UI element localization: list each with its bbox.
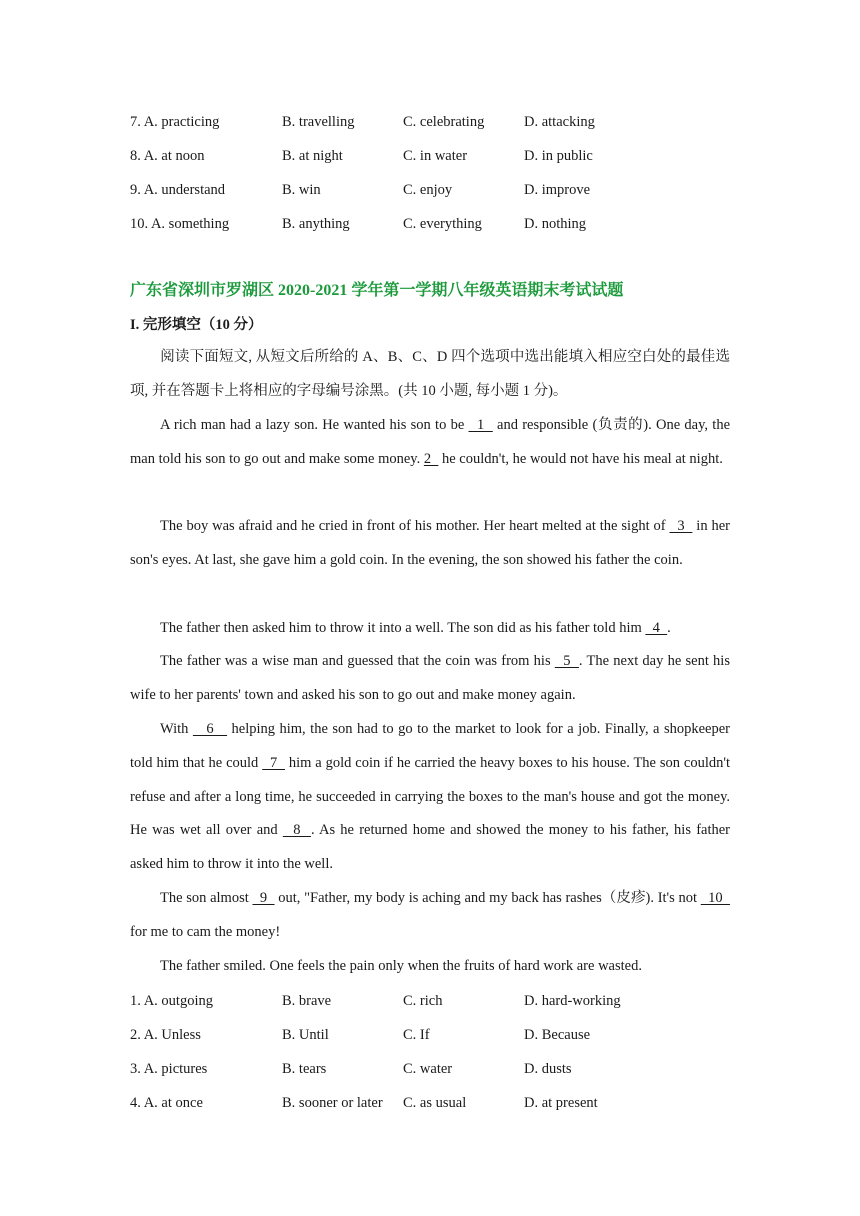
option-row-7 [130,105,730,139]
option-c: C. rich [403,993,443,1009]
blank-3: 3 [669,518,693,534]
blank-7: 7 [262,754,285,771]
option-d: D. Because [524,1027,591,1043]
instructions [130,341,730,409]
option-b: B. sooner or later [282,1095,383,1111]
option-c: C. enjoy [403,182,453,198]
option-row-2 [130,1018,730,1052]
option-row-1 [130,984,730,1018]
instructions-text: 阅读下面短文, 从短文后所给的 A、B、C、D 四个选项中选出能填入相应空白处的最佳选项, 并在答题卡上将相应的字母编号涂黑。(共 10 小题, 每小题 1 分)。 [130,349,730,399]
blank-4: 4 [645,620,668,636]
blank-9: 9 [252,890,275,906]
option-row-4 [130,1086,730,1120]
passage-paragraph-4: The father was a wise man and guessed that the coin was from his 5 . The next day he sent his wife to her parents' town and asked his son to go out and make money again. [130,653,730,703]
option-row-9 [130,173,730,207]
passage-paragraph-2: The boy was afraid and he cried in front of his mother. Her heart melted at the sight of 3 in her son's eyes. At last, she gave him a gold coin. In the evening, the son showed his father the coin. [130,518,731,568]
blank-10: 10 [700,890,730,906]
option-b: B. brave [282,993,332,1009]
option-c: C. celebrating [403,114,485,130]
passage-paragraph-7: The father smiled. One feels the pain only when the fruits of hard work are wasted. [160,958,642,974]
passage-paragraph-3: The father then asked him to throw it into a well. The son did as his father told him 4 . [160,620,671,636]
option-c: C. water [403,1061,453,1077]
option-c: C. everything [403,216,482,232]
option-row-10 [130,207,730,241]
option-d: D. at present [524,1095,598,1111]
option-row-3 [130,1052,730,1086]
option-d: D. attacking [524,114,595,130]
blank-1: 1 [468,417,493,433]
option-b: B. tears [282,1061,327,1077]
option-d: D. dusts [524,1061,572,1077]
option-a: 10. A. something [130,216,230,232]
option-c: C. If [403,1027,430,1043]
option-a: 3. A. pictures [130,1061,208,1077]
passage-paragraph-6: The son almost 9 out, "Father, my body is aching and my back has rashes（皮疹). It's not 10 for me to cam the money! [130,890,730,940]
option-b: B. win [282,182,321,198]
option-b: B. at night [282,148,343,164]
blank-5: 5 [554,653,579,669]
option-c: C. as usual [403,1095,467,1111]
passage-paragraph-5: With 6 helping him, the son had to go to the market to look for a job. Finally, a shopkeeper told him that he could 7 him a gold coin if he carried the heavy boxes to his house. The son couldn't refuse and after a long time, he succeeded in carrying the boxes to the man's house and got the money. He was wet all over and 8 . As he returned home and showed the money to his father, his father asked him to throw it into the well. [130,721,731,873]
blank-8: 8 [282,822,311,839]
option-b: B. anything [282,216,350,232]
section-heading: I. 完形填空（10 分） [130,317,263,333]
option-a: 8. A. at noon [130,148,205,164]
option-d: D. in public [524,148,593,164]
option-d: D. hard-working [524,993,621,1009]
option-a: 7. A. practicing [130,114,220,130]
option-a: 2. A. Unless [130,1027,201,1043]
option-c: C. in water [403,148,468,164]
option-row-8 [130,139,730,173]
option-b: B. Until [282,1027,329,1043]
blank-6: 6 [192,721,228,737]
option-b: B. travelling [282,114,355,130]
option-a: 9. A. understand [130,182,226,198]
option-d: D. improve [524,182,591,198]
option-a: 1. A. outgoing [130,993,213,1009]
exam-title: 广东省深圳市罗湖区 2020-2021 学年第一学期八年级英语期末考试试题 [130,282,624,299]
option-a: 4. A. at once [130,1095,203,1111]
blank-2: 2 [423,450,439,467]
option-d: D. nothing [524,216,587,232]
passage-paragraph-1: A rich man had a lazy son. He wanted his son to be 1 and responsible (负责的). One day, the man told his son to go out and make some money. 2 he couldn't, he would not have his meal at night. [130,417,730,467]
